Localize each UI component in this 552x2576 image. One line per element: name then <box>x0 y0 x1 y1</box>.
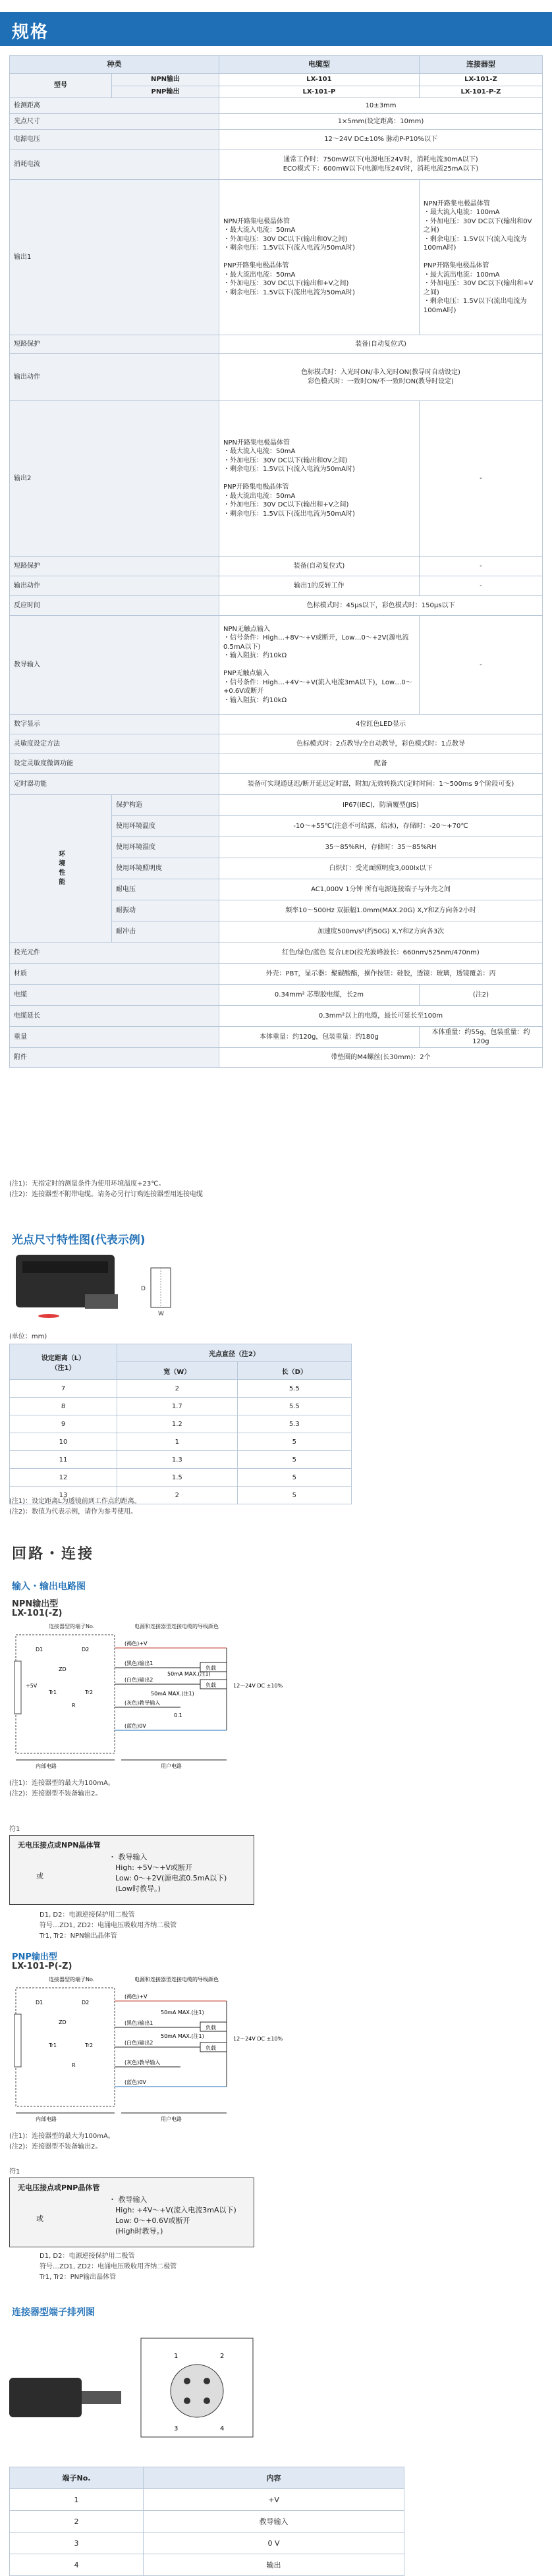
spec-row-fine-adjust <box>10 754 543 774</box>
spec-row-short-protect-2 <box>10 557 543 576</box>
table-row <box>10 1469 352 1487</box>
spec-value-connector: - <box>419 576 542 596</box>
spec-value: 35～85%RH，存储时：35～85%RH <box>219 837 543 858</box>
spec-table <box>9 55 543 1068</box>
spec-label: 反应时间 <box>10 596 219 616</box>
circuit-note: (注2)：连接器型不装备输出2。 <box>9 1790 102 1797</box>
spec-value: IP67(IEC)，防滴覆型(JIS) <box>219 795 543 816</box>
spot-notes <box>9 1496 141 1518</box>
circuit-note: (注1)：连接器型的最大为100mA。 <box>9 1780 115 1787</box>
tr2-label: Tr2 <box>85 1689 94 1695</box>
spec-row-sensitivity <box>10 734 543 754</box>
spec-label: 消耗电流 <box>10 150 219 180</box>
spec-label: 使用环境照明度 <box>112 858 219 879</box>
spot-l: 12 <box>10 1469 117 1487</box>
wire-brown: (褐色)+V <box>124 1641 148 1647</box>
npn-title: NPN输出型 <box>12 1599 59 1609</box>
tr1-label: Tr1 <box>49 1689 57 1695</box>
symbol-note: D1, D2：电源逆接保护用二极管 <box>40 1911 135 1919</box>
spec-label: 保护构造 <box>112 795 219 816</box>
spot-note: (注1)：设定距离L为透镜前到工作点的距离。 <box>9 1498 141 1505</box>
table-row <box>10 2489 404 2511</box>
spec-row-response <box>10 596 543 616</box>
pnp-box-line: ・ 教导输入 <box>109 2195 148 2204</box>
wire-blue: (蓝色)0V <box>124 1723 146 1729</box>
spot-header-distance: 设定距离（L） （注1） <box>10 1344 117 1380</box>
npn-box-or: 或 <box>36 1872 43 1880</box>
wire-blue: (蓝色)0V <box>124 2079 146 2085</box>
spec-row-output-action <box>10 354 543 401</box>
spec-note: (注2)：连接器型不附带电缆。请务必另行订购连接器型用连接电缆 <box>9 1191 204 1198</box>
user-label: 用户电路 <box>161 1763 182 1769</box>
spot-table <box>9 1344 352 1504</box>
wire-white: (白色)输出2 <box>124 1677 153 1683</box>
cable-color-label: 电源和连接器型连接电缆的导线颜色 <box>134 1977 219 1983</box>
spec-label: 电缆延长 <box>10 1006 219 1027</box>
spec-label: 定时器功能 <box>10 774 219 795</box>
zd-label: ZD <box>59 1666 67 1672</box>
spec-label: 短路保护 <box>10 557 219 576</box>
light-spot <box>38 1314 59 1318</box>
tr1-label: Tr1 <box>49 2042 57 2048</box>
npn-symbols <box>40 1910 177 1942</box>
spec-value: 带垫圈的M4螺丝(长30mm)：2个 <box>219 1048 543 1068</box>
spot-w: 2 <box>117 1487 238 1504</box>
pin-number: 4 <box>220 2425 225 2432</box>
pnp-circuit-diagram <box>9 1975 339 2126</box>
npn-box-title: 无电压接点或NPN晶体管 <box>18 1841 101 1850</box>
spec-value: 10±3mm <box>219 98 543 114</box>
pnp-box-tag: 符1 <box>9 2168 20 2176</box>
spec-value-connector: - <box>419 401 542 557</box>
spec-label: 附件 <box>10 1048 219 1068</box>
spec-value: 4位红色LED显示 <box>219 715 543 734</box>
spec-value-connector: - <box>419 616 542 715</box>
spec-row-consumption <box>10 150 543 180</box>
table-row <box>10 2554 404 2576</box>
spot-w: 1 <box>117 1433 238 1451</box>
npn-teach-box <box>9 1835 254 1905</box>
spec-value: AC1,000V 1分钟 所有电源连接端子与外壳之间 <box>219 879 543 900</box>
spot-w: 1.3 <box>117 1451 238 1469</box>
spec-value: 色标模式时：2点教导/全自动教导，彩色模式时：1点教导 <box>219 734 543 754</box>
connector-illustration <box>9 2325 286 2450</box>
spec-header-kind: 种类 <box>10 56 219 74</box>
wire-white: (白色)输出2 <box>124 2040 153 2046</box>
pin-4 <box>204 2398 210 2404</box>
spec-value: 配备 <box>219 754 543 774</box>
spec-label: 光点尺寸 <box>10 114 219 130</box>
npn-box-line: ・ 教导输入 <box>109 1853 148 1861</box>
table-row <box>10 2511 404 2533</box>
current-label: 50mA MAX.(注1) <box>167 1671 211 1677</box>
terminal-no-label: 连接器型的端子No. <box>49 1977 95 1983</box>
spot-header-length: 长（D） <box>237 1362 351 1380</box>
spec-label: 材质 <box>10 964 219 985</box>
terminal-no: 1 <box>10 2489 144 2511</box>
spot-d: 5 <box>237 1469 351 1487</box>
spec-value: 红色/绿色/蓝色 复合LED(投光波峰波长：660nm/525nm/470nm) <box>219 943 543 964</box>
pin-number: 3 <box>174 2425 179 2432</box>
npn-box-tag: 符1 <box>9 1826 20 1833</box>
spot-w: 1.7 <box>117 1398 238 1415</box>
spec-row-cable <box>10 985 543 1006</box>
model-row-npn <box>10 74 543 86</box>
wire-black: (黑色)输出1 <box>124 2020 153 2026</box>
terminal-no: 2 <box>10 2511 144 2533</box>
sensor-body <box>9 2378 82 2417</box>
spec-label: 电源电压 <box>10 130 219 150</box>
spec-label: 灵敏度设定方法 <box>10 734 219 754</box>
wire-brown: (褐色)+V <box>124 1994 148 2000</box>
model-cable-pnp: LX-101-P <box>219 86 420 98</box>
spot-l: 13 <box>10 1487 117 1504</box>
circuit-title: 回路・连接 <box>12 1546 95 1562</box>
spec-value-cable: NPN开路集电极晶体管 ・最大流入电流：50mA ・外加电压：30V DC以下(输出和0V之间) ・剩余电压：1.5V以下(流入电流为50mA时) PNP开路集电极晶体管 ・最大流出电流：50mA ・外加电压：30V DC以下(输出和+V之间) ・剩余电压：1.5V以下(流出电流为50mA时) <box>219 180 420 335</box>
spec-value: 0.3mm²以上的电缆，最长可延长至100m <box>219 1006 543 1027</box>
symbol-note: 符号…ZD1, ZD2：电涌电压吸收用齐纳二极管 <box>40 2263 177 2270</box>
circuit-note: (注1)：连接器型的最大为100mA。 <box>9 2133 115 2140</box>
spot-header-size: 光点直径（注2） <box>117 1344 352 1362</box>
terminal-content: 教导输入 <box>144 2511 404 2533</box>
spec-row-material <box>10 964 543 985</box>
internal-label: 内部电路 <box>36 2116 57 2122</box>
spec-value: 0.34mm² 芯塑胶电缆，长2m <box>219 985 420 1006</box>
spec-label: 使用环境湿度 <box>112 837 219 858</box>
spec-value: 装备可实现通延迟/断开延迟定时器，附加/无效转换式(定时时间：1～500ms 9个阶段可变) <box>219 774 543 795</box>
terminal-header-content: 内容 <box>144 2467 404 2489</box>
symbol-note: 符号…ZD1, ZD2：电涌电压吸收用齐纳二极管 <box>40 1922 177 1929</box>
npn-circuit-notes <box>9 1778 115 1799</box>
spot-l: 10 <box>10 1433 117 1451</box>
spec-label: 设定灵敏度微调功能 <box>10 754 219 774</box>
symbol-note: Tr1, Tr2：NPN输出晶体管 <box>40 1932 117 1940</box>
load-label: 负载 <box>206 1665 216 1671</box>
d1-label: D1 <box>36 1647 43 1653</box>
terminal-no: 3 <box>10 2533 144 2554</box>
spec-label: 教导输入 <box>10 616 219 715</box>
terminal-no-label: 连接器型的端子No. <box>49 1624 95 1630</box>
pin-3 <box>184 2398 190 2404</box>
spec-row-timer <box>10 774 543 795</box>
spec-value: 输出1的反转工作 <box>219 576 420 596</box>
spec-value: 色标模式时：45μs以下，彩色模式时：150μs以下 <box>219 596 543 616</box>
spec-row-short-protect <box>10 335 543 354</box>
terminal-table <box>9 2467 404 2576</box>
spot-w: 1.2 <box>117 1415 238 1433</box>
model-cable-npn: LX-101 <box>219 74 420 86</box>
spec-label: 使用环境温度 <box>112 816 219 837</box>
spec-value: -10～+55℃(注意不可结露，结冰)，存储时：-20～+70℃ <box>219 816 543 837</box>
spec-row-display <box>10 715 543 734</box>
spec-row-distance <box>10 98 543 114</box>
pnp-symbols <box>40 2251 177 2283</box>
circuit-note: (注2)：连接器型不装备输出2。 <box>9 2143 102 2151</box>
npn-circuit-diagram <box>9 1622 339 1773</box>
model-type-pnp: PNP输出 <box>112 86 219 98</box>
table-row <box>10 1415 352 1433</box>
spec-row-cable-ext <box>10 1006 543 1027</box>
terminal-content: +V <box>144 2489 404 2511</box>
pnp-box-line: Low: 0～+0.6V或断开 <box>115 2216 190 2225</box>
npn-model: LX-101(-Z) <box>12 1608 63 1618</box>
spot-illustration <box>9 1248 220 1324</box>
spec-value: 加速度500m/s²(约50G) X,Y和Z方向各3次 <box>219 921 543 943</box>
pnp-box-line: (High时教导。) <box>115 2227 163 2235</box>
spec-label: 输出动作 <box>10 354 219 401</box>
spec-value: 装备(自动复位式) <box>219 557 420 576</box>
spec-value: 色标模式时：入光时ON/非入光时ON(教导时自动设定) 彩色模式时：一致时ON/不一致时ON(教导时设定) <box>219 354 543 401</box>
connector-face <box>171 2365 223 2417</box>
terminal-header-row <box>10 2467 404 2489</box>
svg-text:D: D <box>141 1286 146 1292</box>
model-connector-npn: LX-101-Z <box>419 74 542 86</box>
spot-note: (注2)：数值为代表示例，请作为参考使用。 <box>9 1508 138 1516</box>
spot-d: 5.5 <box>237 1398 351 1415</box>
wire-black: (黑色)输出1 <box>124 1660 153 1666</box>
spec-row-voltage <box>10 130 543 150</box>
spec-value: 本体重量：约120g，包装重量：约180g <box>219 1027 420 1048</box>
table-row <box>10 1380 352 1398</box>
spec-value: 12～24V DC±10% 脉动P-P10%以下 <box>219 130 543 150</box>
spec-row-weight <box>10 1027 543 1048</box>
spec-value: 频率10～500Hz 双振幅1.0mm(MAX.20G) X,Y和Z方向各2小时 <box>219 900 543 921</box>
r-label: R <box>72 1703 76 1709</box>
zero-one-label: 0.1 <box>174 1713 182 1718</box>
terminal-content: 输出 <box>144 2554 404 2576</box>
terminal-header-no: 端子No. <box>10 2467 144 2489</box>
zd-label: ZD <box>59 2019 67 2025</box>
spec-note: (注1)：无指定时的测量条件为使用环境温度+23℃。 <box>9 1180 165 1188</box>
spec-label: 输出2 <box>10 401 219 557</box>
pnp-circuit-notes <box>9 2131 115 2152</box>
pnp-model: LX-101-P(-Z) <box>12 1961 72 1971</box>
pin-number: 1 <box>174 2353 179 2360</box>
spot-l: 8 <box>10 1398 117 1415</box>
spot-d: 5 <box>237 1451 351 1469</box>
spec-label: 重量 <box>10 1027 219 1048</box>
spec-row-light <box>10 943 543 964</box>
io-title: 输入・输出电路图 <box>12 1581 86 1592</box>
supply-label: 12～24V DC ±10% <box>233 2036 283 2042</box>
spot-l: 9 <box>10 1415 117 1433</box>
spec-value: 通常工作时：750mW以下(电源电压24V时，消耗电流30mA以下) ECO模式下：600mW以下(电源电压24V时，消耗电流25mA以下) <box>219 150 543 180</box>
spec-row-accessory <box>10 1048 543 1068</box>
symbol-note: D1, D2：电源逆接保护用二极管 <box>40 2253 135 2260</box>
d2-label: D2 <box>82 1647 90 1653</box>
wire-grey: (灰色)教导输入 <box>124 2060 161 2066</box>
load-label: 负载 <box>206 1682 216 1688</box>
model-type-npn: NPN输出 <box>112 74 219 86</box>
spec-row-spot <box>10 114 543 130</box>
spec-label: 短路保护 <box>10 335 219 354</box>
spot-l: 7 <box>10 1380 117 1398</box>
spec-label: 输出1 <box>10 180 219 335</box>
spot-d: 5 <box>237 1487 351 1504</box>
d1-label: D1 <box>36 2000 43 2006</box>
spot-d: 5.5 <box>237 1380 351 1398</box>
spec-value: 装备(自动复位式) <box>219 335 543 354</box>
tr2-label: Tr2 <box>85 2042 94 2048</box>
spot-title: 光点尺寸特性图(代表示例) <box>12 1234 146 1247</box>
supply-label: 12～24V DC ±10% <box>233 1683 283 1689</box>
r-label: R <box>72 2062 76 2068</box>
pnp-teach-box <box>9 2178 254 2247</box>
spec-row-teach <box>10 616 543 715</box>
pnp-box-line: High: +4V～+V(流入电流3mA以下) <box>115 2206 236 2214</box>
current-label: 50mA MAX.(注1) <box>161 2010 204 2015</box>
table-row <box>10 2533 404 2554</box>
model-connector-pnp: LX-101-P-Z <box>419 86 542 98</box>
load-label: 负载 <box>206 2025 216 2031</box>
spec-header-cable: 电缆型 <box>219 56 420 74</box>
npn-box-line: (Low时教导。) <box>115 1884 161 1893</box>
spec-label: 投光元件 <box>10 943 219 964</box>
spec-row-output1 <box>10 180 543 335</box>
model-label: 型号 <box>10 74 112 98</box>
spec-notes <box>9 1179 203 1200</box>
page-title-banner <box>0 12 552 46</box>
npn-box-line: Low: 0～+2V(源电流0.5mA以下) <box>115 1874 227 1882</box>
page-title: 规格 <box>12 22 49 42</box>
internal-label: 内部电路 <box>36 1763 57 1769</box>
terminal-no: 4 <box>10 2554 144 2576</box>
spec-header-connector: 连接器型 <box>419 56 542 74</box>
spot-w: 2 <box>117 1380 238 1398</box>
pnp-box-title: 无电压接点或PNP晶体管 <box>18 2183 100 2192</box>
spec-label: 耐冲击 <box>112 921 219 943</box>
spec-value: NPN无触点输入 ・信号条件：High…+8V～+V或断开，Low…0～+2V(源电流0.5mA以下) ・输入阻抗：约10kΩ PNP无触点输入 ・信号条件：High…+4V～+V(流入电流3mA以下)，Low…0～+0.6V或断开 ・输入阻抗：约10kΩ <box>219 616 420 715</box>
spec-label: 耐电压 <box>112 879 219 900</box>
spot-w: 1.5 <box>117 1469 238 1487</box>
svg-text:W: W <box>158 1311 164 1317</box>
env-label: 环境性能 <box>10 795 112 943</box>
current-label-2: 50mA MAX.(注1) <box>161 2033 204 2039</box>
table-row <box>10 1451 352 1469</box>
terminal-content: 0 V <box>144 2533 404 2554</box>
pin-number: 2 <box>220 2353 225 2360</box>
spec-label: 输出动作 <box>10 576 219 596</box>
spec-value-connector: - <box>419 557 542 576</box>
spec-label: 电缆 <box>10 985 219 1006</box>
user-label: 用户电路 <box>161 2116 182 2122</box>
npn-box-line: High: +5V～+V或断开 <box>115 1863 192 1872</box>
internal-circuit-box <box>16 1635 115 1753</box>
pin-2 <box>204 2378 210 2384</box>
spec-row-output2 <box>10 401 543 557</box>
spec-row-output-action-2 <box>10 576 543 596</box>
spec-label: 数字显示 <box>10 715 219 734</box>
spec-value-connector: (注2) <box>419 985 542 1006</box>
spec-label: 检测距离 <box>10 98 219 114</box>
pnp-box-or: 或 <box>36 2214 43 2223</box>
spec-value: 外壳：PBT，显示器：聚碳酸酯，操作按钮：硅胶，透镜：玻璃，透镜覆盖：丙 <box>219 964 543 985</box>
internal-circuit-box <box>16 1988 115 2106</box>
spot-header-width: 宽（W） <box>117 1362 238 1380</box>
spec-label: 耐振动 <box>112 900 219 921</box>
conn-title: 连接器型端子排列图 <box>12 2307 95 2318</box>
spec-value-connector: NPN开路集电极晶体管 ・最大流入电流：100mA ・外加电压：30V DC以下(输出和0V之间) ・剩余电压：1.5V以下(流入电流为100mA时) PNP开路集电极晶体管 ・最大流出电流：100mA ・外加电压：30V DC以下(输出和+V之间) ・剩余电压：1.5V以下(流出电流为100mA时) <box>419 180 542 335</box>
pin-1 <box>184 2378 190 2384</box>
pnp-title: PNP输出型 <box>12 1952 57 1962</box>
spot-header-row <box>10 1344 352 1362</box>
spec-value-connector: 本体重量：约55g，包装重量：约120g <box>419 1027 542 1048</box>
plus5v-label: +5V <box>26 1683 38 1689</box>
spot-d: 5.3 <box>237 1415 351 1433</box>
d2-label: D2 <box>82 2000 90 2006</box>
spot-d: 5 <box>237 1433 351 1451</box>
spec-row-env <box>10 795 543 816</box>
wire-grey: (灰色)教导输入 <box>124 1700 161 1706</box>
spec-value: 1×5mm(设定距离：10mm) <box>219 114 543 130</box>
spot-l: 11 <box>10 1451 117 1469</box>
spec-header-row <box>10 56 543 74</box>
symbol-note: Tr1, Tr2：PNP输出晶体管 <box>40 2274 117 2281</box>
cable-color-label: 电源和连接器型连接电缆的导线颜色 <box>134 1624 219 1630</box>
table-row <box>10 1433 352 1451</box>
current-label-2: 50mA MAX.(注1) <box>151 1691 194 1697</box>
load-label: 负载 <box>206 2045 216 2051</box>
table-row <box>10 1398 352 1415</box>
spec-value: 白炽灯：受光面照明度3,000lx以下 <box>219 858 543 879</box>
spec-value-cable: NPN开路集电极晶体管 ・最大流入电流：50mA ・外加电压：30V DC以下(输出和0V之间) ・剩余电压：1.5V以下(流入电流为50mA时) PNP开路集电极晶体管 ・最大流出电流：50mA ・外加电压：30V DC以下(输出和+V之间) ・剩余电压：1.5V以下(流出电流为50mA时) <box>219 401 420 557</box>
spot-unit: (单位：mm) <box>9 1333 47 1340</box>
